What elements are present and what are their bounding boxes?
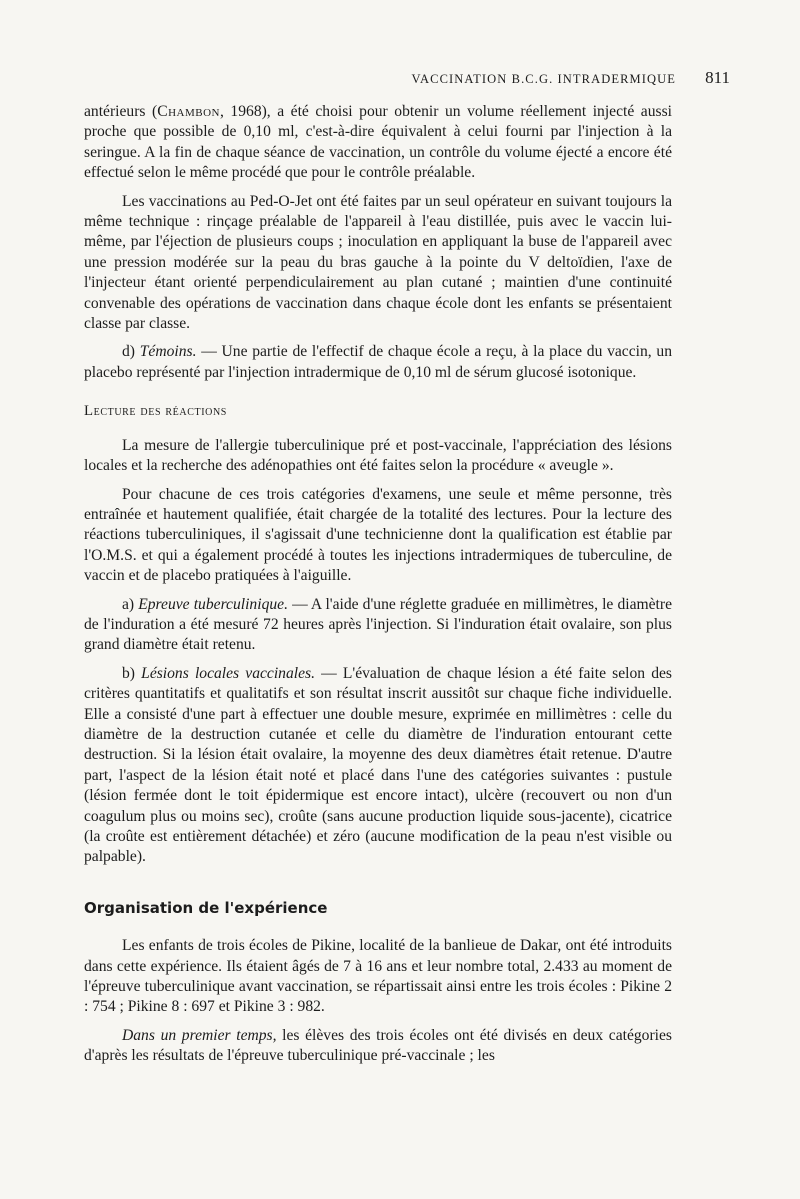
p1-text-a: antérieurs ( bbox=[84, 103, 158, 120]
paragraph-8: Les enfants de trois écoles de Pikine, localité de la banlieue de Dakar, ont été introduits dans cette expérience. Ils étaient âgés de 7 à 16 ans et leur nombre total, 2.433 au moment de l'épreuve tuberculinique avant vaccination, se répartissait ainsi entre les trois écoles : Pikine 2 : 754 ; Pikine 8 : 697 et Pikine 3 : 982. bbox=[84, 937, 672, 1016]
item-title: Epreuve tuberculinique. bbox=[138, 595, 288, 613]
paragraph-4: La mesure de l'allergie tuberculinique pré et post-vaccinale, l'appréciation des lésions locales et la recherche des adénopathies ont été faites selon la procédure « aveugle ». bbox=[84, 436, 672, 475]
item-label: b) bbox=[122, 664, 142, 682]
item-text: — A l'aide d'une réglette graduée en millimètres, le diamètre de l'induration a été mesuré 72 heures après l'injection. Si l'induration était ovalaire, son plus grand diamètre était retenu. bbox=[84, 595, 672, 654]
item-text: — L'évaluation de chaque lésion a été faite selon des critères quantitatifs et qualitatifs et son résultat inscrit aussitôt sur chaque fiche individuelle. Elle a consisté d'une part à effectuer une double mesure, exprimée en millimètres : celle du diamètre de la destruction cutanée et celle du diamètre de l'induration entourant cette destruction. Si la lésion était ovalaire, la moyenne des deux diamètres était retenue. D'autre part, l'aspect de la lésion était noté et placé dans l'une des catégories suivantes : pustule (lésion fermée dont le toit épidermique est encore intact), ulcère (recouvert ou non d'un coagulum plus ou moins sec), croûte (sans aucune production liquide sous-jacente), cicatrice (la croûte est entièrement détachée) et zéro (aucune modification de la peau n'est visible ou palpable). bbox=[84, 664, 672, 866]
subheading: Organisation de l'expérience bbox=[84, 898, 328, 917]
running-head: VACCINATION B.C.G. INTRADERMIQUE bbox=[411, 72, 676, 86]
paragraph-9 bbox=[84, 1026, 672, 1067]
item-text: — Une partie de l'effectif de chaque école a reçu, à la place du vaccin, un placebo représenté par l'injection intradermique de 0,10 ml de sérum glucosé isotonique. bbox=[84, 343, 672, 381]
paragraph-epreuve bbox=[84, 595, 672, 656]
item-label: d) bbox=[122, 343, 140, 361]
item-title: Témoins. bbox=[139, 343, 197, 361]
author-citation: Chambon bbox=[157, 103, 220, 120]
paragraph-temoins bbox=[84, 342, 672, 383]
page-number: 811 bbox=[705, 68, 730, 87]
paragraph-2: Les vaccinations au Ped-O-Jet ont été faites par un seul opérateur en suivant toujours la même technique : rinçage préalable de l'appareil à l'eau distillée, puis avec le vaccin lui-même, par l'éjection de plusieurs coups ; inoculation en appliquant la buse de l'appareil avec une pression modérée sur la peau du bras gauche à la pointe du V deltoïdien, l'axe de l'injecteur étant orienté perpendiculairement au plan cutané ; maintien d'une continuité convenable des opérations de vaccination dans chaque école dont les enfants se présentaient classe par classe. bbox=[84, 192, 672, 333]
paragraph-5: Pour chacune de ces trois catégories d'examens, une seule et même personne, très entraînée et hautement qualifiée, était chargée de la totalité des lectures. Pour la lecture des réactions tuberculiniques, il s'agissait d'une technicienne dont la qualification est établie par l'O.M.S. et qui a également procédé à toutes les injections intradermiques de tuberculine, de vaccin et de placebo pratiquées à l'aiguille. bbox=[84, 485, 672, 585]
item-title: Lésions locales vaccinales. bbox=[141, 664, 315, 682]
item-label: a) bbox=[122, 595, 139, 613]
section-heading: Lecture des réactions bbox=[84, 403, 227, 420]
p9-text: les élèves des trois écoles ont été divisés en deux catégories d'après les résultats de l'épreuve tuberculinique pré-vaccinale ; les bbox=[84, 1026, 672, 1065]
p1-text-b: , 1968), a été choisi pour obtenir un volume réellement injecté aussi proche que possible de 0,10 ml, c'est-à-dire équivalent à celui fourni par l'injection à la seringue. A la fin de chaque séance de vaccination, un contrôle du volume éjecté a encore été effectué selon le même procédé que pour le contrôle préalable. bbox=[84, 103, 672, 182]
paragraph-lesions bbox=[84, 664, 672, 868]
body-text bbox=[84, 102, 672, 1075]
italic-lead: Dans un premier temps, bbox=[122, 1026, 277, 1044]
paragraph-1 bbox=[84, 102, 672, 184]
